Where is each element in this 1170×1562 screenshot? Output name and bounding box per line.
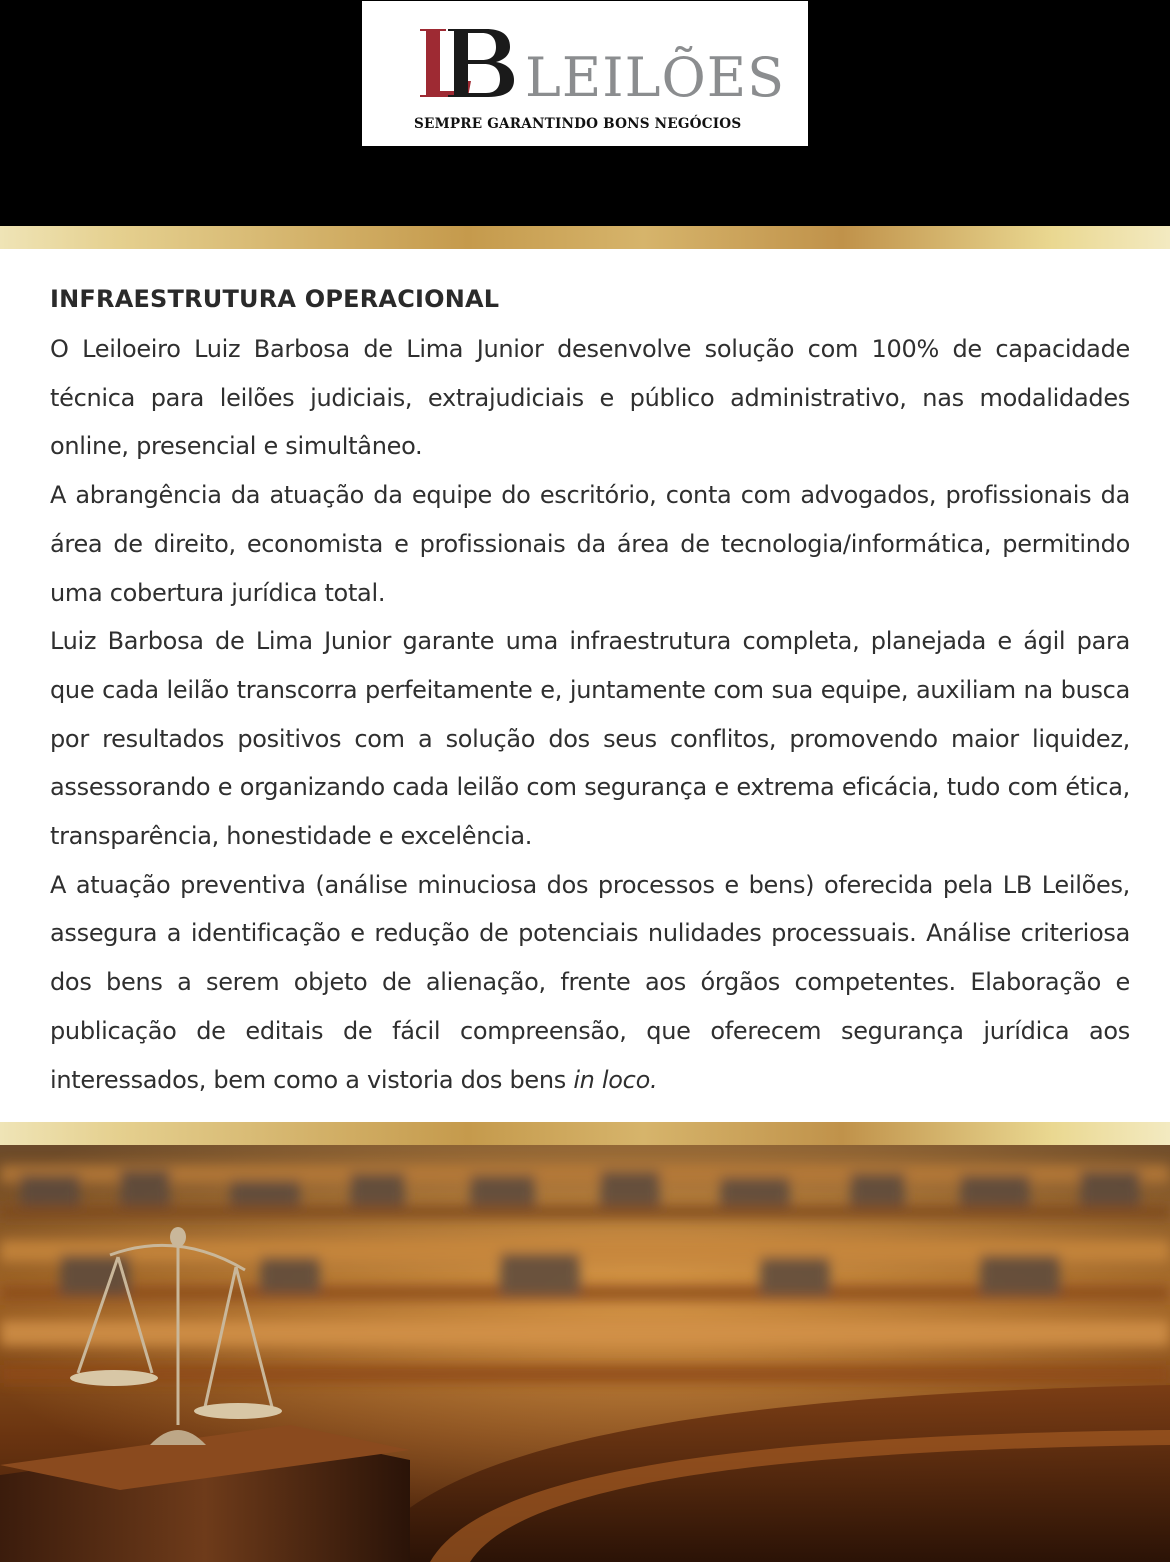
paragraph-capacity: O Leiloeiro Luiz Barbosa de Lima Junior desenvolve solução com 100% de capacidade técnica para leilões judiciais, extrajudiciais e público administrativo, nas modalidades online, presencial e simultâneo.: [50, 335, 1130, 461]
logo-wordmark: LEILÕES: [525, 46, 786, 109]
gold-divider-bottom: [0, 1122, 1170, 1145]
header: [0, 0, 1170, 226]
content-panel: [0, 249, 1170, 1122]
courtroom-illustration: [0, 1145, 1170, 1562]
paragraph-preventive-italic: in loco.: [573, 1065, 658, 1094]
logo-tagline: SEMPRE GARANTINDO BONS NEGÓCIOS: [414, 116, 742, 132]
section-title: INFRAESTRUTURA OPERACIONAL: [50, 285, 500, 313]
paragraph-preventive: [50, 861, 1130, 1105]
paragraph-team: A abrangência da atuação da equipe do escritório, conta com advogados, profissionais da área de direito, economista e profissionais da área de tecnologia/informática, permitindo uma cobertura jurídica total.: [50, 481, 1130, 607]
gold-divider-top: [0, 226, 1170, 249]
paragraph-infrastructure: Luiz Barbosa de Lima Junior garante uma infraestrutura completa, planejada e ágil para que cada leilão transcorra perfeitamente e, juntamente com sua equipe, auxiliam na busca por resultados positivos com a solução dos seus conflitos, promovendo maior liquidez, assessorando e organizando cada leilão com segurança e extrema eficácia, tudo com ética, transparência, honestidade e excelência.: [50, 627, 1130, 851]
section-body: [50, 325, 1130, 1104]
logo[interactable]: [362, 1, 808, 146]
lb-monogram: [416, 23, 516, 107]
courtroom-photo: [0, 1145, 1170, 1562]
paragraph-preventive-text: A atuação preventiva (análise minuciosa dos processos e bens) oferecida pela LB Leilões, assegura a identificação e redução de potenciais nulidades processuais. Análise criteriosa dos bens a serem objeto de alienação, frente aos órgãos competentes. Elaboração e publicação de editais de fácil compreensão, que oferecem segurança jurídica aos interessados, bem como a vistoria dos bens: [50, 870, 1130, 1094]
